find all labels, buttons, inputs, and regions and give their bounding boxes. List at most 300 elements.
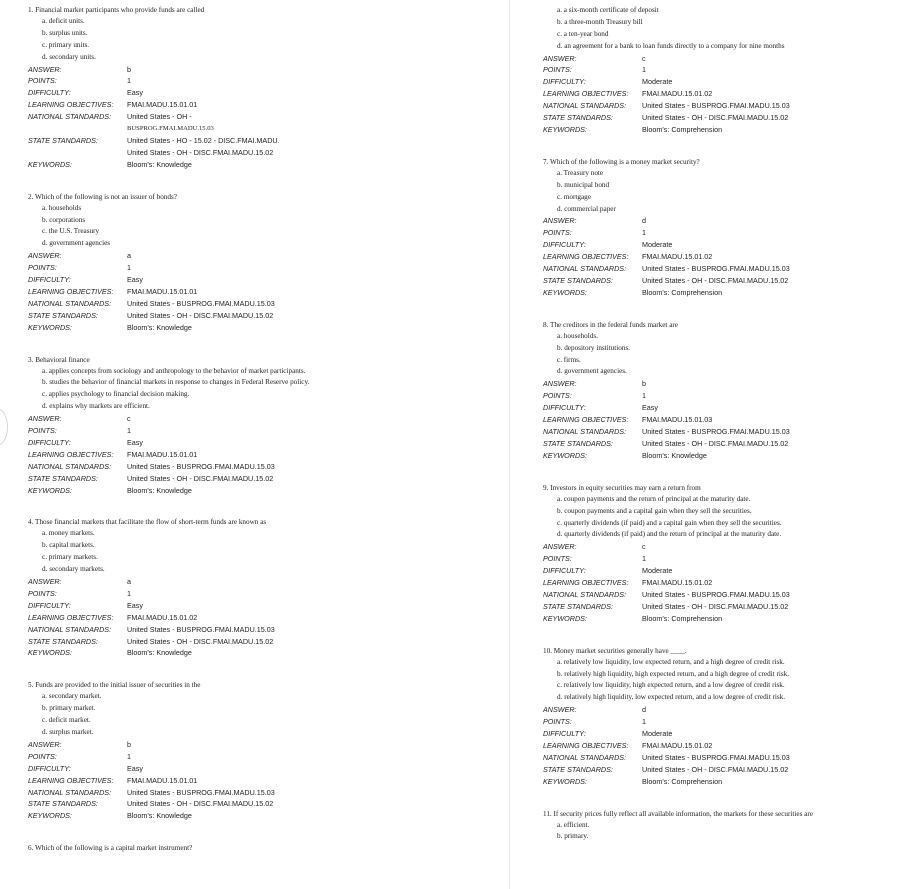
meta-value (642, 740, 898, 752)
question-gap (543, 299, 898, 320)
question-text: 2. Which of the following is not an issuer of bonds? (28, 192, 177, 201)
meta-row (543, 76, 898, 88)
answer-option: a. applies concepts from sociology and anthropology to the behavior of market participants. (42, 366, 306, 375)
meta-value (127, 111, 468, 135)
meta-label: POINTS: (543, 65, 572, 75)
meta-row (543, 438, 898, 450)
meta-value (127, 810, 468, 822)
meta-label: KEYWORDS: (28, 811, 72, 821)
answer-option: b. corporations (42, 215, 86, 224)
meta-label: LEARNING OBJECTIVES: (543, 740, 629, 750)
question-gap (543, 462, 898, 483)
meta-label: STATE STANDARDS: (543, 764, 613, 774)
meta-value (642, 112, 898, 124)
answer-option: b. surplus units. (42, 28, 88, 37)
meta-value-line: Easy (127, 763, 143, 773)
meta-value-line: United States - BUSPROG.FMAI.MADU.15.03 (642, 101, 790, 111)
meta-value-line: a (127, 577, 131, 587)
meta-label: STATE STANDARDS: (28, 310, 98, 320)
answer-option: a. Treasury note (557, 168, 604, 177)
meta-value-line: FMAI.MADU.15.01.01 (127, 286, 198, 296)
answer-option: c. applies psychology to financial decision making. (42, 390, 190, 399)
meta-label: LEARNING OBJECTIVES: (28, 775, 114, 785)
answer-option: c. primary units. (42, 40, 90, 49)
meta-value-line: United States - BUSPROG.FMAI.MADU.15.03 (642, 264, 790, 274)
meta-value (127, 298, 468, 310)
meta-label: STATE STANDARDS: (28, 799, 98, 809)
answer-option: a. households. (557, 331, 598, 340)
meta-value-line: FMAI.MADU.15.01.02 (642, 578, 713, 587)
meta-value (127, 485, 468, 497)
answer-option: b. coupon payments and a capital gain when they sell the securities. (557, 506, 752, 515)
meta-value (127, 250, 468, 262)
meta-value-line: United States - BUSPROG.FMAI.MADU.15.03 (127, 787, 275, 797)
meta-row (543, 64, 898, 76)
meta-row (543, 541, 898, 553)
answer-option: d. commercial paper (557, 204, 616, 213)
meta-label: LEARNING OBJECTIVES: (543, 89, 629, 99)
meta-row (28, 111, 468, 135)
meta-label: STATE STANDARDS: (28, 473, 98, 483)
meta-row (543, 613, 898, 625)
meta-value (127, 588, 468, 600)
meta-value (642, 263, 898, 275)
question-gap (543, 625, 898, 646)
meta-row (543, 287, 898, 299)
meta-value (642, 426, 898, 438)
meta-value-line: 1 (127, 263, 131, 273)
meta-label: LEARNING OBJECTIVES: (543, 578, 629, 587)
question-block (543, 320, 898, 462)
meta-value (127, 262, 468, 274)
meta-value-line: United States - OH - DISC.FMAI.MADU.15.02 (127, 473, 274, 483)
question-gap (28, 171, 468, 192)
meta-row (28, 798, 468, 810)
meta-value-line: 1 (127, 426, 131, 436)
meta-value-line: FMAI.MADU.15.01.03 (642, 415, 713, 425)
meta-value-line: Moderate (642, 729, 673, 738)
answer-option: d. government agencies (42, 239, 111, 248)
answer-option: b. primary market. (42, 704, 96, 713)
meta-value (127, 600, 468, 612)
meta-row (28, 636, 468, 648)
meta-row (543, 215, 898, 227)
meta-value-line: FMAI.MADU.15.01.01 (127, 100, 198, 110)
meta-value-line: United States - OH - DISC.FMAI.MADU.15.02 (642, 276, 789, 285)
meta-label: ANSWER: (28, 64, 62, 74)
meta-value-line: FMAI.MADU.15.01.02 (642, 252, 713, 262)
question-text: 9. Investors in equity securities may earn a return from (543, 483, 701, 492)
question-text: 5. Funds are provided to the initial issuer of securities in the (28, 681, 201, 690)
meta-value-line: Bloom's: Knowledge (127, 811, 192, 821)
meta-value-line: c (127, 414, 131, 424)
meta-value-line: d (642, 216, 646, 226)
meta-row (543, 390, 898, 402)
meta-label: KEYWORDS: (28, 648, 72, 658)
meta-label: KEYWORDS: (543, 287, 587, 297)
meta-value (127, 322, 468, 334)
meta-label: NATIONAL STANDARDS: (28, 787, 112, 797)
meta-value-line: United States - HO - 15.02 - DISC.FMAI.MADU. (127, 135, 280, 145)
question-text: 3. Behavioral finance (28, 355, 90, 364)
question-block (543, 5, 898, 136)
meta-value-line: Bloom's: Knowledge (127, 159, 192, 169)
meta-value (642, 565, 898, 577)
page-edge-mark (0, 408, 8, 446)
meta-value (127, 647, 468, 659)
meta-row (28, 787, 468, 799)
meta-value (642, 275, 898, 287)
meta-value-line: United States - BUSPROG.FMAI.MADU.15.03 (127, 298, 275, 308)
meta-value (127, 274, 468, 286)
meta-value (642, 227, 898, 239)
meta-label: POINTS: (28, 426, 57, 436)
meta-label: ANSWER: (543, 542, 577, 552)
meta-value (127, 473, 468, 485)
meta-value (642, 287, 898, 299)
meta-label: ANSWER: (28, 414, 62, 424)
meta-row (543, 239, 898, 251)
meta-value (642, 716, 898, 728)
meta-value (127, 763, 468, 775)
meta-value (127, 612, 468, 624)
meta-label: DIFFICULTY: (543, 240, 586, 250)
right-column (543, 5, 898, 843)
answer-option: c. a ten-year bond (557, 29, 609, 38)
meta-label: DIFFICULTY: (28, 88, 71, 98)
meta-value-line: United States - OH - DISC.FMAI.MADU.15.02 (127, 310, 274, 320)
meta-value-line: Bloom's: Comprehension (642, 125, 723, 134)
meta-value-line: Bloom's: Knowledge (127, 485, 192, 495)
meta-value (127, 159, 468, 171)
meta-row (28, 624, 468, 636)
meta-value (642, 390, 898, 402)
question-text: 11. If security prices fully reflect all available information, the markets for these securities are (543, 809, 813, 818)
answer-option: d. quarterly dividends (if paid) and the return of principal at the maturity date. (557, 530, 782, 539)
meta-label: DIFFICULTY: (28, 763, 71, 773)
meta-row (543, 251, 898, 263)
meta-value (127, 64, 468, 76)
meta-label: DIFFICULTY: (543, 77, 586, 87)
meta-value-line: Moderate (642, 77, 673, 87)
meta-label: POINTS: (28, 588, 57, 598)
question-text: 6. Which of the following is a capital market instrument? (28, 844, 193, 853)
meta-row (543, 426, 898, 438)
meta-label: POINTS: (543, 228, 572, 238)
meta-value-line: Bloom's: Comprehension (642, 776, 723, 786)
meta-label: POINTS: (543, 391, 572, 401)
meta-value-line: Easy (127, 275, 143, 285)
meta-row (543, 450, 898, 462)
meta-row (543, 716, 898, 728)
meta-label: NATIONAL STANDARDS: (28, 298, 112, 308)
meta-value (642, 100, 898, 112)
left-column (28, 5, 468, 854)
meta-value-line: FMAI.MADU.15.01.01 (127, 449, 198, 459)
meta-label: LEARNING OBJECTIVES: (543, 415, 629, 425)
meta-row (28, 250, 468, 262)
meta-value-line: Easy (127, 88, 143, 98)
meta-value-line: d (642, 705, 646, 715)
meta-row (543, 402, 898, 414)
meta-value-line: Bloom's: Knowledge (127, 322, 192, 332)
answer-option: d. surplus market. (42, 728, 94, 737)
meta-value (127, 413, 468, 425)
answer-option: b. capital markets. (42, 541, 95, 550)
question-block (28, 843, 468, 854)
meta-label: KEYWORDS: (28, 322, 72, 332)
meta-value-line: Bloom's: Comprehension (642, 613, 723, 623)
meta-row (28, 425, 468, 437)
meta-value (642, 378, 898, 390)
meta-value-line: United States - OH - DISC.FMAI.MADU.15.02 (127, 147, 274, 157)
question-text: 7. Which of the following is a money market security? (543, 157, 700, 166)
meta-value (127, 449, 468, 461)
meta-value (642, 438, 898, 450)
meta-label: DIFFICULTY: (28, 437, 71, 447)
answer-option: b. primary. (557, 832, 589, 841)
answer-option: c. firms. (557, 355, 581, 364)
meta-value-line: United States - BUSPROG.FMAI.MADU.15.03 (642, 589, 790, 599)
meta-label: STATE STANDARDS: (28, 636, 98, 646)
question-gap (543, 788, 898, 809)
meta-value-line: Bloom's: Knowledge (127, 648, 192, 658)
answer-option: d. relatively high liquidity, low expected return, and a low degree of credit risk. (557, 693, 786, 702)
answer-option: d. explains why markets are efficient. (42, 402, 150, 411)
question-gap (28, 496, 468, 517)
meta-value (642, 414, 898, 426)
answer-option: a. households (42, 203, 82, 212)
meta-row (543, 112, 898, 124)
question-block (28, 680, 468, 822)
meta-row (543, 728, 898, 740)
meta-value (642, 215, 898, 227)
meta-row (543, 740, 898, 752)
meta-value-line: United States - OH - DISC.FMAI.MADU.15.02 (642, 113, 789, 123)
meta-value-line: United States - BUSPROG.FMAI.MADU.15.03 (642, 427, 790, 436)
answer-option: d. secondary units. (42, 52, 96, 61)
question-block (543, 483, 898, 625)
meta-label: ANSWER: (543, 705, 577, 715)
meta-value (127, 425, 468, 437)
answer-option: c. the U.S. Treasury (42, 227, 100, 236)
meta-value-line: Bloom's: Knowledge (642, 450, 707, 460)
answer-option: c. mortgage (557, 192, 591, 201)
meta-value (127, 751, 468, 763)
meta-row (543, 704, 898, 716)
meta-row (28, 485, 468, 497)
meta-label: NATIONAL STANDARDS: (28, 461, 112, 471)
meta-value-line: c (642, 53, 646, 63)
meta-row (28, 437, 468, 449)
meta-row (28, 99, 468, 111)
meta-value-line: United States - BUSPROG.FMAI.MADU.15.03 (127, 461, 275, 471)
meta-value (127, 636, 468, 648)
answer-option: b. a three-month Treasury bill (557, 17, 643, 26)
meta-value (127, 461, 468, 473)
question-block (28, 517, 468, 659)
answer-option: a. money markets. (42, 529, 95, 538)
meta-label: ANSWER: (28, 577, 62, 587)
meta-value (642, 589, 898, 601)
meta-row (543, 275, 898, 287)
answer-option: c. quarterly dividends (if paid) and a capital gain when they sell the securities. (557, 518, 782, 527)
question-text: 10. Money market securities generally have ____. (543, 646, 687, 655)
meta-value-line: United States - OH - DISC.FMAI.MADU.15.02 (127, 636, 274, 646)
meta-value (642, 53, 898, 65)
meta-label: KEYWORDS: (543, 125, 587, 134)
question-text: 1. Financial market participants who provide funds are called (28, 6, 205, 14)
meta-value-line: FMAI.MADU.15.01.02 (642, 89, 713, 99)
meta-row (543, 565, 898, 577)
answer-option: d. government agencies. (557, 367, 627, 376)
meta-row (28, 413, 468, 425)
meta-value (127, 135, 468, 159)
meta-label: LEARNING OBJECTIVES: (28, 100, 114, 110)
meta-label: DIFFICULTY: (543, 729, 586, 738)
meta-label: STATE STANDARDS: (543, 438, 613, 448)
meta-value (642, 64, 898, 76)
meta-row (28, 298, 468, 310)
meta-value (642, 402, 898, 414)
meta-label: LEARNING OBJECTIVES: (28, 286, 114, 296)
meta-row (543, 88, 898, 100)
meta-value-line: Easy (127, 437, 143, 447)
meta-row (28, 763, 468, 775)
meta-value (642, 88, 898, 100)
question-block (543, 809, 898, 844)
meta-value-line: 1 (127, 76, 131, 86)
meta-label: ANSWER: (543, 216, 577, 226)
meta-value-line: 1 (642, 717, 646, 727)
meta-value (127, 99, 468, 111)
meta-label: NATIONAL STANDARDS: (28, 112, 112, 122)
meta-value-line: b (127, 739, 131, 749)
meta-row (543, 227, 898, 239)
meta-row (28, 286, 468, 298)
meta-value-line: 1 (127, 751, 131, 761)
meta-value-line: FMAI.MADU.15.01.02 (127, 612, 198, 622)
answer-option: b. municipal bond (557, 180, 610, 189)
meta-row (28, 576, 468, 588)
meta-label: KEYWORDS: (543, 450, 587, 460)
meta-value-line: 1 (642, 554, 646, 564)
meta-row (543, 601, 898, 613)
meta-value (127, 739, 468, 751)
meta-value-line: 1 (127, 588, 131, 598)
meta-label: STATE STANDARDS: (543, 113, 613, 123)
meta-value-line: 1 (642, 65, 646, 75)
meta-label: ANSWER: (28, 251, 62, 261)
meta-label: POINTS: (543, 554, 572, 564)
meta-label: KEYWORDS: (543, 613, 587, 623)
meta-row (543, 263, 898, 275)
meta-value-line: United States - OH - DISC.FMAI.MADU.15.02 (127, 799, 274, 809)
answer-option: c. relatively low liquidity, high expected return, and a low degree of credit risk. (557, 681, 785, 690)
meta-value (642, 124, 898, 136)
meta-label: NATIONAL STANDARDS: (543, 752, 627, 762)
meta-value (642, 577, 898, 589)
answer-option: d. an agreement for a bank to loan funds directly to a company for nine months (557, 41, 785, 50)
meta-label: NATIONAL STANDARDS: (28, 624, 112, 634)
meta-row (543, 100, 898, 112)
meta-label: NATIONAL STANDARDS: (543, 264, 627, 274)
meta-row (543, 589, 898, 601)
meta-row (28, 810, 468, 822)
question-gap (28, 659, 468, 680)
meta-label: DIFFICULTY: (28, 600, 71, 610)
question-gap (543, 136, 898, 157)
meta-value (642, 239, 898, 251)
meta-value (642, 450, 898, 462)
meta-value-line: b (127, 64, 131, 74)
meta-label: POINTS: (543, 717, 572, 727)
meta-row (28, 274, 468, 286)
answer-option: d. secondary markets. (42, 565, 105, 574)
answer-option: b. relatively high liquidity, high expected return, and a high degree of credit risk. (557, 669, 790, 678)
meta-value (642, 764, 898, 776)
meta-value-line: Moderate (642, 566, 673, 576)
meta-row (543, 752, 898, 764)
answer-option: a. secondary market. (42, 692, 102, 701)
meta-value (127, 75, 468, 87)
answer-option: a. relatively low liquidity, low expected return, and a high degree of credit risk. (557, 657, 785, 666)
meta-label: ANSWER: (543, 53, 577, 63)
meta-value-line: 1 (642, 228, 646, 238)
meta-value-line: b (642, 379, 646, 389)
meta-row (543, 553, 898, 565)
column-divider (509, 0, 510, 889)
question-gap (28, 822, 468, 843)
meta-value-line: Moderate (642, 240, 673, 250)
meta-label: DIFFICULTY: (543, 566, 586, 576)
meta-value (127, 437, 468, 449)
meta-row (28, 449, 468, 461)
question-gap (28, 334, 468, 355)
meta-row (28, 322, 468, 334)
meta-label: KEYWORDS: (543, 776, 587, 786)
answer-option: a. a six-month certificate of deposit (557, 6, 659, 14)
meta-value-line: United States - OH - DISC.FMAI.MADU.15.02 (642, 601, 789, 611)
meta-row (28, 612, 468, 624)
meta-label: DIFFICULTY: (543, 403, 586, 413)
meta-row (28, 473, 468, 485)
meta-value-line: 1 (642, 391, 646, 401)
question-block (543, 157, 898, 299)
meta-value (127, 624, 468, 636)
meta-value-line: c (642, 542, 646, 552)
meta-value-line: United States - BUSPROG.FMAI.MADU.15.03 (642, 752, 790, 762)
meta-value-line: United States - BUSPROG.FMAI.MADU.15.03 (127, 624, 275, 634)
meta-row (28, 775, 468, 787)
meta-value-line: BUSPROG.FMAI.MADU.15.03 (127, 125, 214, 133)
question-block (28, 192, 468, 334)
meta-value (642, 613, 898, 625)
meta-row (28, 262, 468, 274)
meta-value (127, 310, 468, 322)
meta-row (28, 310, 468, 322)
meta-value-line: United States - OH - (127, 112, 192, 122)
meta-value (642, 76, 898, 88)
meta-value (642, 776, 898, 788)
meta-label: POINTS: (28, 751, 57, 761)
meta-value-line: a (127, 251, 131, 261)
meta-row (28, 461, 468, 473)
meta-row (28, 739, 468, 751)
meta-label: DIFFICULTY: (28, 275, 71, 285)
question-block (28, 355, 468, 497)
meta-value (642, 601, 898, 613)
